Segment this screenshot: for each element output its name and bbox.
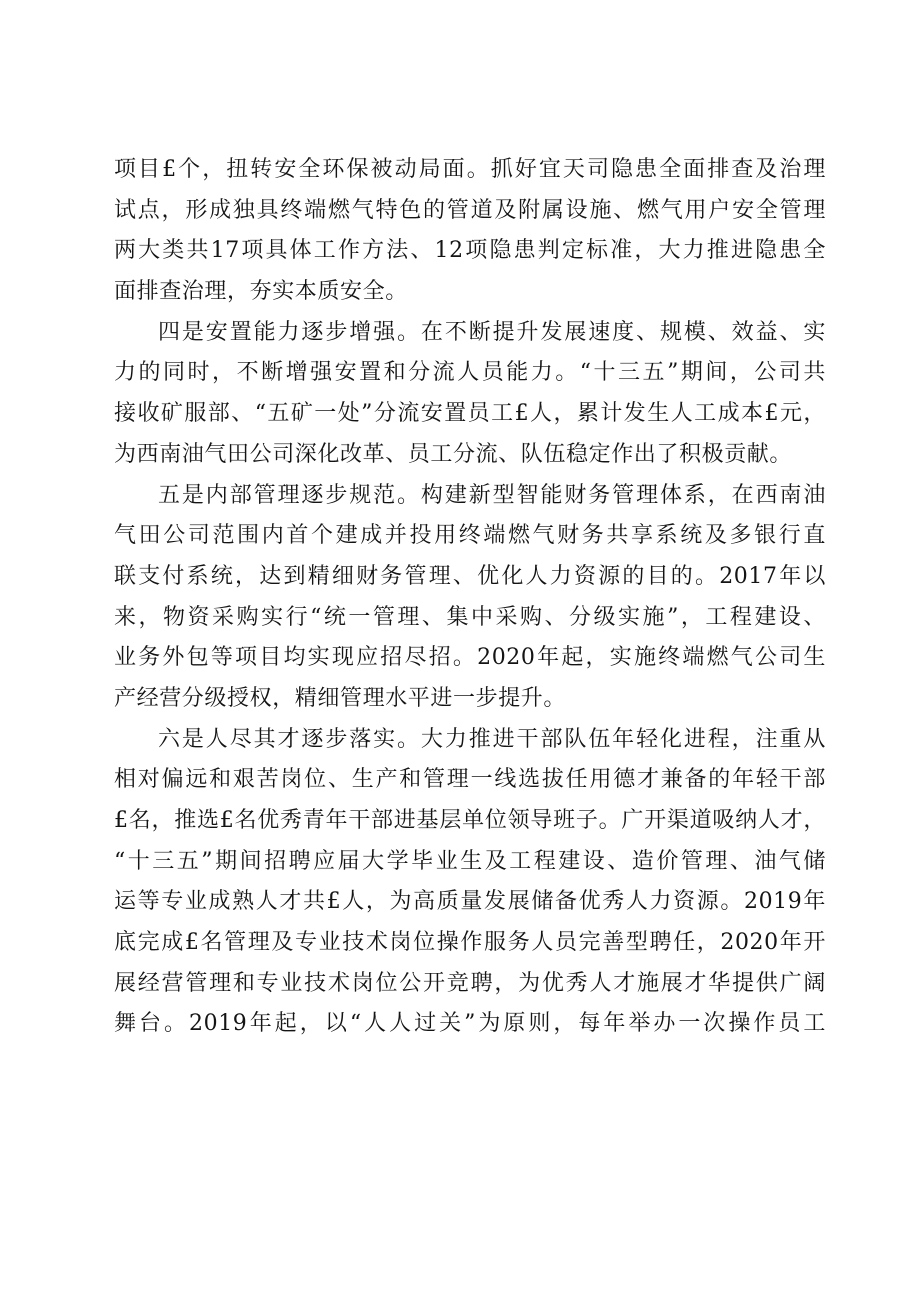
paragraph-talent bbox=[114, 720, 826, 1046]
text-line: 为西南油气田公司深化改革、员工分流、队伍稳定作出了积极贡献。 bbox=[114, 441, 793, 467]
paragraph-resettlement bbox=[114, 313, 826, 476]
body-text bbox=[114, 150, 826, 1045]
text-line: 底完成£名管理及专业技术岗位操作服务人员完善型聘任，2020年开 bbox=[114, 930, 826, 956]
text-line: 气田公司范围内首个建成并投用终端燃气财务共享系统及多银行直 bbox=[114, 523, 826, 549]
text-line: 产经营分级授权，精细管理水平进一步提升。 bbox=[114, 685, 567, 711]
text-line: 舞台。2019年起，以“人人过关”为原则，每年举办一次操作员工 bbox=[114, 1011, 826, 1037]
text-line: 六是人尽其才逐步落实。大力推进干部队伍年轻化进程，注重从 bbox=[158, 726, 826, 752]
text-line: 展经营管理和专业技术岗位公开竞聘，为优秀人才施展才华提供广阔 bbox=[114, 970, 826, 996]
text-line: 相对偏远和艰苦岗位、生产和管理一线选拔任用德才兼备的年轻干部 bbox=[114, 767, 826, 793]
text-line: 接收矿服部、“五矿一处”分流安置员工£人，累计发生人工成本£元， bbox=[114, 401, 826, 427]
paragraph-safety bbox=[114, 150, 826, 313]
paragraph-management bbox=[114, 476, 826, 720]
text-line: 两大类共17项具体工作方法、12项隐患判定标准，大力推进隐患全 bbox=[114, 238, 826, 264]
text-line: 力的同时，不断增强安置和分流人员能力。“十三五”期间，公司共 bbox=[114, 360, 826, 386]
text-line: 面排查治理，夯实本质安全。 bbox=[114, 279, 408, 305]
text-line: “十三五”期间招聘应届大学毕业生及工程建设、造价管理、油气储 bbox=[114, 848, 826, 874]
text-line: £名，推选£名优秀青年干部进基层单位领导班子。广开渠道吸纳人才， bbox=[114, 808, 826, 833]
text-line: 试点，形成独具终端燃气特色的管道及附属设施、燃气用户安全管理 bbox=[114, 197, 826, 223]
text-line: 运等专业成熟人才共£人，为高质量发展储备优秀人力资源。2019年 bbox=[114, 889, 826, 915]
text-line: 来，物资采购实行“统一管理、集中采购、分级实施”，工程建设、 bbox=[114, 604, 826, 630]
text-line: 四是安置能力逐步增强。在不断提升发展速度、规模、效益、实 bbox=[158, 319, 826, 345]
text-line: 联支付系统，达到精细财务管理、优化人力资源的目的。2017年以 bbox=[114, 563, 826, 589]
text-line: 五是内部管理逐步规范。构建新型智能财务管理体系，在西南油 bbox=[158, 482, 826, 508]
text-line: 项目£个，扭转安全环保被动局面。抓好宜天司隐患全面排查及治理 bbox=[114, 157, 826, 182]
text-line: 业务外包等项目均实现应招尽招。2020年起，实施终端燃气公司生 bbox=[114, 645, 826, 671]
